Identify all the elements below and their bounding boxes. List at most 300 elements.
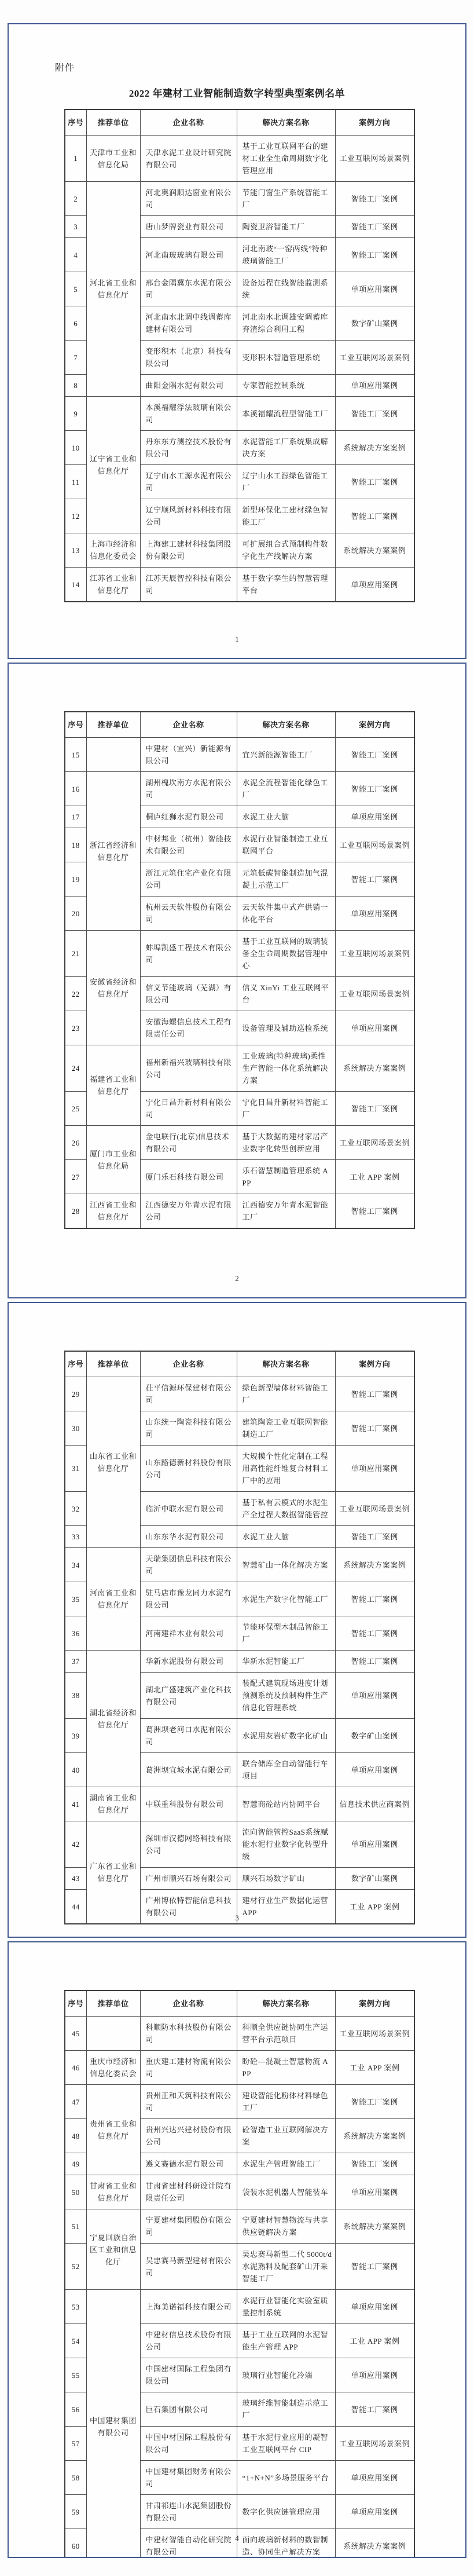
cell-solution-name: 水泥工业大脑	[237, 1526, 335, 1548]
cell-case-direction: 单项应用案例	[335, 568, 414, 602]
cell-solution-name: 吴忠赛马新型二代 5000t/d 水泥熟料及配套矿山开采智能工厂	[237, 2244, 335, 2290]
cell-company-name: 天津水泥工业设计研究院有限公司	[140, 136, 237, 182]
table-row	[65, 2209, 414, 2244]
cell-serial-number: 1	[65, 136, 86, 182]
attachment-label: 附件	[55, 63, 75, 73]
table-row	[65, 136, 414, 182]
table-header-row	[65, 712, 414, 738]
cases-table-page-2	[64, 711, 415, 1229]
cell-company-name: 驻马店市豫龙同力水泥有限公司	[140, 1582, 237, 1616]
cell-serial-number: 37	[65, 1651, 86, 1673]
cell-company-name: 江西德安万年青水泥有限公司	[140, 1194, 237, 1229]
cell-company-name: 河北南水北调中线调蓄库建材有限公司	[140, 306, 237, 341]
cell-recommending-unit: 河南省工业和信息化厅	[86, 1548, 140, 1651]
cell-solution-name: 水泥工业大脑	[237, 806, 335, 828]
cell-serial-number: 17	[65, 806, 86, 828]
cell-recommending-unit: 安徽省经济和信息化厅	[86, 931, 140, 1045]
cell-company-name: 河北奥润顺达窗业有限公司	[140, 182, 237, 216]
page-3	[8, 1302, 466, 1938]
cell-solution-name: 宁夏建材智慧物流与共享供应链解决方案	[237, 2209, 335, 2244]
cell-solution-name: 本溪福耀流程型智能工厂	[237, 397, 335, 431]
cell-case-direction: 工业 APP 案例	[335, 1890, 414, 1924]
cell-serial-number: 12	[65, 499, 86, 533]
cell-solution-name: 科顺全供应链协同生产运营平台示范项目	[237, 2017, 335, 2051]
cell-serial-number: 27	[65, 1160, 86, 1194]
cell-company-name: 河北南玻玻璃有限公司	[140, 238, 237, 272]
cell-recommending-unit: 江西省工业和信息化厅	[86, 1194, 140, 1229]
table-row	[65, 397, 414, 431]
cell-company-name: 中建材智能自动化研究院有限公司	[140, 2529, 237, 2559]
cell-serial-number: 57	[65, 2427, 86, 2461]
cell-recommending-unit: 江苏省工业和信息化厅	[86, 568, 140, 602]
page-1	[8, 23, 466, 659]
table-row	[65, 1787, 414, 1821]
cell-case-direction: 智能工厂案例	[335, 2244, 414, 2290]
cell-solution-name: 建设智能化粉体材料绿色工厂	[237, 2085, 335, 2119]
cell-company-name: 福州新福兴玻璃科技有限公司	[140, 1045, 237, 1092]
cell-solution-name: 变形积木智造管理系统	[237, 341, 335, 375]
table-row	[65, 772, 414, 806]
page-number-2: 2	[235, 1274, 239, 1283]
cell-case-direction: 工业 APP 案例	[335, 2051, 414, 2085]
table-row	[65, 568, 414, 602]
cell-case-direction: 工业 APP 案例	[335, 2324, 414, 2358]
cell-company-name: 丹东东方测控技术股份有限公司	[140, 431, 237, 465]
cell-case-direction: 系统解决方案案例	[335, 2209, 414, 2244]
cell-solution-name: 基于数字孪生的智慧管理平台	[237, 568, 335, 602]
cell-company-name: 中国建材集团财务有限公司	[140, 2461, 237, 2495]
cell-case-direction: 智能工厂案例	[335, 238, 414, 272]
cell-company-name: 山东路德新材料股份有限公司	[140, 1446, 237, 1492]
cell-case-direction: 工业互联网场景案例	[335, 931, 414, 977]
cell-recommending-unit: 贵州省工业和信息化厅	[86, 2085, 140, 2175]
cell-case-direction: 智能工厂案例	[335, 2153, 414, 2175]
cell-solution-name: 新型环保化工建材绿色智能工厂	[237, 499, 335, 533]
cell-company-name: 深圳市汉德网络科技有限公司	[140, 1821, 237, 1868]
cell-recommending-unit: 厦门市工业和信息化局	[86, 1126, 140, 1194]
cell-serial-number: 34	[65, 1548, 86, 1582]
column-header: 解决方案名称	[237, 712, 335, 738]
cell-case-direction: 工业互联网场景案例	[335, 2017, 414, 2051]
cell-case-direction: 数字矿山案例	[335, 1719, 414, 1753]
cell-case-direction: 单项应用案例	[335, 1446, 414, 1492]
cell-serial-number: 13	[65, 533, 86, 568]
cell-solution-name: 联合储库全自动智能行车项目	[237, 1753, 335, 1787]
cell-case-direction: 单项应用案例	[335, 2290, 414, 2324]
cell-recommending-unit: 湖北省经济和信息化厅	[86, 1651, 140, 1787]
cell-solution-name: 水泥行业智能化实验室质量控制系统	[237, 2290, 335, 2324]
column-header: 推荐单位	[86, 109, 140, 136]
cell-company-name: 变形积木（北京）科技有限公司	[140, 341, 237, 375]
cell-serial-number: 38	[65, 1673, 86, 1719]
column-header: 案例方向	[335, 712, 414, 738]
table-header-row	[65, 1351, 414, 1377]
cell-company-name: 贵州兴达兴建材股份有限公司	[140, 2119, 237, 2153]
column-header: 案例方向	[335, 1990, 414, 2017]
cell-serial-number: 43	[65, 1868, 86, 1890]
cell-recommending-unit: 福建省工业和信息化厅	[86, 1045, 140, 1126]
cell-recommending-unit: 宁夏回族自治区工业和信息化厅	[86, 2209, 140, 2290]
column-header: 序号	[65, 1990, 86, 2017]
cell-recommending-unit: 辽宁省工业和信息化厅	[86, 397, 140, 533]
cell-serial-number: 14	[65, 568, 86, 602]
cell-serial-number: 16	[65, 772, 86, 806]
cell-company-name: 山东统一陶瓷科技有限公司	[140, 1411, 237, 1446]
cell-serial-number: 19	[65, 862, 86, 897]
cell-serial-number: 25	[65, 1092, 86, 1126]
cell-company-name: 宁化日昌升新材料有限公司	[140, 1092, 237, 1126]
cell-solution-name: 设备远程在线智能监测系统	[237, 272, 335, 306]
cell-case-direction: 单项应用案例	[335, 272, 414, 306]
table-row	[65, 1548, 414, 1582]
cell-case-direction: 工业互联网场景案例	[335, 2427, 414, 2461]
table-row	[65, 2085, 414, 2119]
cell-serial-number: 24	[65, 1045, 86, 1092]
cell-case-direction: 数字矿山案例	[335, 1868, 414, 1890]
column-header: 序号	[65, 1351, 86, 1377]
cell-company-name: 中国建材国际工程集团有限公司	[140, 2358, 237, 2392]
cell-serial-number: 55	[65, 2358, 86, 2392]
cell-company-name: 重庆建工建材物流有限公司	[140, 2051, 237, 2085]
cell-case-direction: 智能工厂案例	[335, 738, 414, 772]
document-title: 2022 年建材工业智能制造数字转型典型案例名单	[128, 88, 346, 99]
cell-solution-name: 辽宁山水工源绿色智能工厂	[237, 465, 335, 499]
column-header: 案例方向	[335, 109, 414, 136]
cell-company-name: 厦门乐石科技有限公司	[140, 1160, 237, 1194]
column-header: 解决方案名称	[237, 1990, 335, 2017]
cell-serial-number: 40	[65, 1753, 86, 1787]
cell-company-name: 杭州云天软件股份有限公司	[140, 897, 237, 931]
cell-case-direction: 单项应用案例	[335, 2175, 414, 2209]
cell-serial-number: 22	[65, 977, 86, 1011]
cell-case-direction: 智能工厂案例	[335, 1582, 414, 1616]
cell-case-direction: 单项应用案例	[335, 897, 414, 931]
cell-company-name: 中联重科股份有限公司	[140, 1787, 237, 1821]
cell-serial-number: 39	[65, 1719, 86, 1753]
cell-solution-name: 宜兴新能源智能工厂	[237, 738, 335, 772]
cell-solution-name: 水泥生产管理智能工厂	[237, 2153, 335, 2175]
cell-solution-name: 建材行业生产数据化运营 APP	[237, 1890, 335, 1924]
cell-case-direction: 信息技术供应商案例	[335, 1787, 414, 1821]
cell-solution-name: 节能环保型木制品智能工厂	[237, 1616, 335, 1651]
cell-company-name: 广州博依特智能信息科技有限公司	[140, 1890, 237, 1924]
cell-serial-number: 44	[65, 1890, 86, 1924]
cell-recommending-unit: 天津市工业和信息化局	[86, 136, 140, 182]
cell-serial-number: 49	[65, 2153, 86, 2175]
cell-solution-name: 河北南水北调雄安调蓄库弃渣综合利用工程	[237, 306, 335, 341]
cell-case-direction: 系统解决方案案例	[335, 533, 414, 568]
page-number-1: 1	[235, 635, 239, 643]
cell-company-name: 河南建祥木业有限公司	[140, 1616, 237, 1651]
table-row	[65, 1821, 414, 1868]
table-row	[65, 2051, 414, 2085]
cell-case-direction: 智能工厂案例	[335, 2085, 414, 2119]
cell-case-direction: 工业互联网场景案例	[335, 828, 414, 862]
cell-case-direction: 智能工厂案例	[335, 1616, 414, 1651]
cases-table-page-4	[64, 1990, 415, 2558]
cell-company-name: 上海美诺福科技有限公司	[140, 2290, 237, 2324]
cell-case-direction: 工业互联网场景案例	[335, 341, 414, 375]
cell-case-direction: 工业互联网场景案例	[335, 136, 414, 182]
cell-company-name: 科顺防水科技股份有限公司	[140, 2017, 237, 2051]
cell-case-direction: 工业互联网场景案例	[335, 1492, 414, 1526]
cell-case-direction: 智能工厂案例	[335, 1377, 414, 1411]
cell-case-direction: 智能工厂案例	[335, 499, 414, 533]
cell-solution-name: 水泥用灰岩矿数字化矿山	[237, 1719, 335, 1753]
page-4	[8, 1941, 466, 2558]
cell-serial-number: 35	[65, 1582, 86, 1616]
column-header: 推荐单位	[86, 712, 140, 738]
cell-company-name: 山东东华水泥有限公司	[140, 1526, 237, 1548]
cell-recommending-unit: 山东省工业和信息化厅	[86, 1377, 140, 1548]
cell-serial-number: 4	[65, 238, 86, 272]
table-header-row	[65, 109, 414, 136]
cell-serial-number: 56	[65, 2392, 86, 2427]
column-header: 案例方向	[335, 1351, 414, 1377]
column-header: 企业名称	[140, 712, 237, 738]
cell-company-name: 邢台金隅冀东水泥有限公司	[140, 272, 237, 306]
cell-case-direction: 单项应用案例	[335, 1011, 414, 1045]
cell-serial-number: 21	[65, 931, 86, 977]
column-header: 序号	[65, 712, 86, 738]
cell-case-direction: 智能工厂案例	[335, 1526, 414, 1548]
cell-company-name: 中建材信息技术股份有限公司	[140, 2324, 237, 2358]
cell-case-direction: 单项应用案例	[335, 2461, 414, 2495]
cell-company-name: 湖北广盛建筑产业化科技有限公司	[140, 1673, 237, 1719]
cell-solution-name: 流向智能管控SaaS系统赋能水泥行业数字化转型升级	[237, 1821, 335, 1868]
cases-table-page-1	[64, 109, 415, 602]
cell-company-name: 华新水泥股份有限公司	[140, 1651, 237, 1673]
cell-serial-number: 60	[65, 2529, 86, 2559]
cell-solution-name: 顺兴石场数字矿山	[237, 1868, 335, 1890]
cell-serial-number: 3	[65, 216, 86, 238]
cell-company-name: 金电联行(北京)信息技术有限公司	[140, 1126, 237, 1160]
table-row	[65, 2290, 414, 2324]
cell-company-name: 中材邦业（杭州）智能技术有限公司	[140, 828, 237, 862]
cell-solution-name: 信义 XinYi 工业互联网平台	[237, 977, 335, 1011]
column-header: 解决方案名称	[237, 109, 335, 136]
table-row	[65, 1651, 414, 1673]
cell-solution-name: 玻璃纤维智能制造示范工厂	[237, 2392, 335, 2427]
cell-serial-number: 8	[65, 375, 86, 397]
cell-solution-name: 节能门窗生产系统智能工厂	[237, 182, 335, 216]
cell-solution-name: 袋装水泥机器人智能装车	[237, 2175, 335, 2209]
cell-case-direction: 智能工厂案例	[335, 1651, 414, 1673]
cell-serial-number: 33	[65, 1526, 86, 1548]
cell-case-direction: 系统解决方案案例	[335, 1548, 414, 1582]
cell-serial-number: 31	[65, 1446, 86, 1492]
cell-recommending-unit: 中国建材集团有限公司	[86, 2290, 140, 2559]
cell-solution-name: 基于工业互联网平台的建材工业全生命周期数字化管理应用	[237, 136, 335, 182]
cell-solution-name: 工业玻璃(特种玻璃)柔性生产智能一体化系统解决方案	[237, 1045, 335, 1092]
cell-solution-name: 智慧商砼站内协同平台	[237, 1787, 335, 1821]
table-row	[65, 2175, 414, 2209]
cell-recommending-unit: 浙江省经济和信息化厅	[86, 772, 140, 931]
cell-solution-name: 基于水泥行业应用的凝智工业互联网平台 CIP	[237, 2427, 335, 2461]
cell-case-direction: 单项应用案例	[335, 375, 414, 397]
table-row	[65, 931, 414, 977]
cell-serial-number: 36	[65, 1616, 86, 1651]
cell-solution-name: 水泥行业智能制造工业互联网平台	[237, 828, 335, 862]
cell-solution-name: 智慧矿山一体化解决方案	[237, 1548, 335, 1582]
cell-company-name: 巨石集团有限公司	[140, 2392, 237, 2427]
cases-table-page-3	[64, 1351, 415, 1924]
cell-serial-number: 6	[65, 306, 86, 341]
cell-serial-number: 47	[65, 2085, 86, 2119]
column-header: 序号	[65, 109, 86, 136]
cell-solution-name: 基于私有云模式的水泥生产全过程大数据智能管控	[237, 1492, 335, 1526]
column-header: 推荐单位	[86, 1351, 140, 1377]
cell-solution-name: 水泥生产数字化智能工厂	[237, 1582, 335, 1616]
cell-company-name: 甘肃祁连山水泥集团股份有限公司	[140, 2495, 237, 2529]
cell-solution-name: 江西德安万年青水泥智能工厂	[237, 1194, 335, 1229]
cell-case-direction: 数字矿山案例	[335, 306, 414, 341]
cell-company-name: 天瑞集团信息科技有限公司	[140, 1548, 237, 1582]
cell-case-direction: 智能工厂案例	[335, 1411, 414, 1446]
cell-recommending-unit	[86, 738, 140, 772]
table-row	[65, 738, 414, 772]
cell-recommending-unit: 上海市经济和信息化委员会	[86, 533, 140, 568]
cell-solution-name: 河北南玻“一窑两线”特种玻璃智能工厂	[237, 238, 335, 272]
cell-solution-name: 基于工业互联网的玻璃装备全生命周期数据管理中心	[237, 931, 335, 977]
cell-solution-name: 数字化供应链管理应用	[237, 2495, 335, 2529]
cell-company-name: 葛洲坝老河口水泥有限公司	[140, 1719, 237, 1753]
cell-serial-number: 32	[65, 1492, 86, 1526]
cell-serial-number: 50	[65, 2175, 86, 2209]
cell-case-direction: 智能工厂案例	[335, 1194, 414, 1229]
cell-serial-number: 52	[65, 2244, 86, 2290]
cell-case-direction: 智能工厂案例	[335, 862, 414, 897]
cell-company-name: 蚌埠凯盛工程技术有限公司	[140, 931, 237, 977]
cell-serial-number: 9	[65, 397, 86, 431]
table-header-row	[65, 1990, 414, 2017]
cell-serial-number: 20	[65, 897, 86, 931]
cell-serial-number: 48	[65, 2119, 86, 2153]
cell-case-direction: 单项应用案例	[335, 1821, 414, 1868]
cell-recommending-unit	[86, 2017, 140, 2051]
cell-serial-number: 41	[65, 1787, 86, 1821]
column-header: 企业名称	[140, 1351, 237, 1377]
cell-serial-number: 18	[65, 828, 86, 862]
cell-serial-number: 42	[65, 1821, 86, 1868]
cell-serial-number: 7	[65, 341, 86, 375]
cell-serial-number: 26	[65, 1126, 86, 1160]
cell-serial-number: 15	[65, 738, 86, 772]
table-row	[65, 1377, 414, 1411]
cell-solution-name: 基于大数据的建材家居产业数字化转型创新应用	[237, 1126, 335, 1160]
cell-serial-number: 2	[65, 182, 86, 216]
cell-recommending-unit: 湖南省工业和信息化厅	[86, 1787, 140, 1821]
cell-company-name: 江苏天辰智控科技有限公司	[140, 568, 237, 602]
cell-solution-name: 专家智能控制系统	[237, 375, 335, 397]
table-row	[65, 2017, 414, 2051]
cell-company-name: 湖州槐坎南方水泥有限公司	[140, 772, 237, 806]
cell-company-name: 茌平信源环保建材有限公司	[140, 1377, 237, 1411]
cell-company-name: 宁夏建材集团股份有限公司	[140, 2209, 237, 2244]
cell-case-direction: 智能工厂案例	[335, 216, 414, 238]
cell-company-name: 中建材（宜兴）新能源有限公司	[140, 738, 237, 772]
cell-solution-name: 宁化日昌升新材料智能工厂	[237, 1092, 335, 1126]
cell-solution-name: 陶瓷卫浴智能工厂	[237, 216, 335, 238]
page-number-4: 4	[235, 2534, 239, 2542]
cell-case-direction: 工业互联网场景案例	[335, 1126, 414, 1160]
cell-company-name: 本溪福耀浮法玻璃有限公司	[140, 397, 237, 431]
table-row	[65, 1126, 414, 1160]
column-header: 推荐单位	[86, 1990, 140, 2017]
cell-company-name: 唐山梦牌瓷业有限公司	[140, 216, 237, 238]
cell-serial-number: 54	[65, 2324, 86, 2358]
cell-company-name: 临沂中联水泥有限公司	[140, 1492, 237, 1526]
cell-company-name: 葛洲坝宜城水泥有限公司	[140, 1753, 237, 1787]
table-row	[65, 533, 414, 568]
cell-recommending-unit: 重庆市经济和信息化委员会	[86, 2051, 140, 2085]
cell-solution-name: 面向玻璃新材料的数智制造、协同生产解决方案	[237, 2529, 335, 2559]
cell-recommending-unit: 广东省工业和信息化厅	[86, 1821, 140, 1924]
cell-case-direction: 系统解决方案案例	[335, 431, 414, 465]
cell-solution-name: 玻璃行业智能化冷端	[237, 2358, 335, 2392]
cell-solution-name: 基于工业互联网的水泥智能生产管理 APP	[237, 2324, 335, 2358]
cell-company-name: 遵义赛德水泥有限公司	[140, 2153, 237, 2175]
cell-solution-name: 乐石智慧制造管理系统 APP	[237, 1160, 335, 1194]
table-row	[65, 182, 414, 216]
cell-serial-number: 11	[65, 465, 86, 499]
cell-case-direction: 系统解决方案案例	[335, 2529, 414, 2559]
cell-case-direction: 单项应用案例	[335, 2495, 414, 2529]
cell-company-name: 桐庐红狮水泥有限公司	[140, 806, 237, 828]
table-row	[65, 1045, 414, 1092]
cell-solution-name: 水泥智能工厂系统集成解决方案	[237, 431, 335, 465]
cell-serial-number: 45	[65, 2017, 86, 2051]
cell-case-direction: 智能工厂案例	[335, 772, 414, 806]
cell-company-name: 贵州正和天筑科技有限公司	[140, 2085, 237, 2119]
cell-solution-name: 盼砼—混凝土智慧物流 APP	[237, 2051, 335, 2085]
cell-company-name: 中国中材国际工程股份有限公司	[140, 2427, 237, 2461]
cell-company-name: 曲阳金隅水泥有限公司	[140, 375, 237, 397]
cell-case-direction: 智能工厂案例	[335, 1092, 414, 1126]
cell-solution-name: 建筑陶瓷工业互联网智能制造工厂	[237, 1411, 335, 1446]
cell-case-direction: 系统解决方案案例	[335, 2119, 414, 2153]
cell-serial-number: 46	[65, 2051, 86, 2085]
column-header: 解决方案名称	[237, 1351, 335, 1377]
cell-serial-number: 5	[65, 272, 86, 306]
cell-case-direction: 系统解决方案案例	[335, 1045, 414, 1092]
cell-serial-number: 23	[65, 1011, 86, 1045]
table-row	[65, 1194, 414, 1229]
cell-solution-name: 绿色新型墙体材料智能工厂	[237, 1377, 335, 1411]
cell-serial-number: 59	[65, 2495, 86, 2529]
cell-company-name: 上海建工建材科技集团股份有限公司	[140, 533, 237, 568]
cell-solution-name: 大规模个性化定制在工程用高性能纤维复合材料工厂中的应用	[237, 1446, 335, 1492]
cell-case-direction: 智能工厂案例	[335, 2392, 414, 2427]
column-header: 企业名称	[140, 1990, 237, 2017]
page-2	[8, 663, 466, 1298]
cell-solution-name: 设备管理及辅助巡检系统	[237, 1011, 335, 1045]
cell-company-name: 吴忠赛马新型建材有限公司	[140, 2244, 237, 2290]
cell-case-direction: 单项应用案例	[335, 1673, 414, 1719]
cell-case-direction: 单项应用案例	[335, 806, 414, 828]
column-header: 企业名称	[140, 109, 237, 136]
cell-case-direction: 单项应用案例	[335, 1753, 414, 1787]
cell-case-direction: 工业互联网场景案例	[335, 977, 414, 1011]
cell-solution-name: 砼智造工业互联网解决方案	[237, 2119, 335, 2153]
page-number-3: 3	[235, 1913, 239, 1922]
cell-case-direction: 单项应用案例	[335, 2358, 414, 2392]
cell-solution-name: 水泥全流程智能化绿色工厂	[237, 772, 335, 806]
cell-serial-number: 10	[65, 431, 86, 465]
cell-company-name: 辽宁顺风新材料科技有限公司	[140, 499, 237, 533]
cell-serial-number: 53	[65, 2290, 86, 2324]
cell-company-name: 广州市顺兴石场有限公司	[140, 1868, 237, 1890]
